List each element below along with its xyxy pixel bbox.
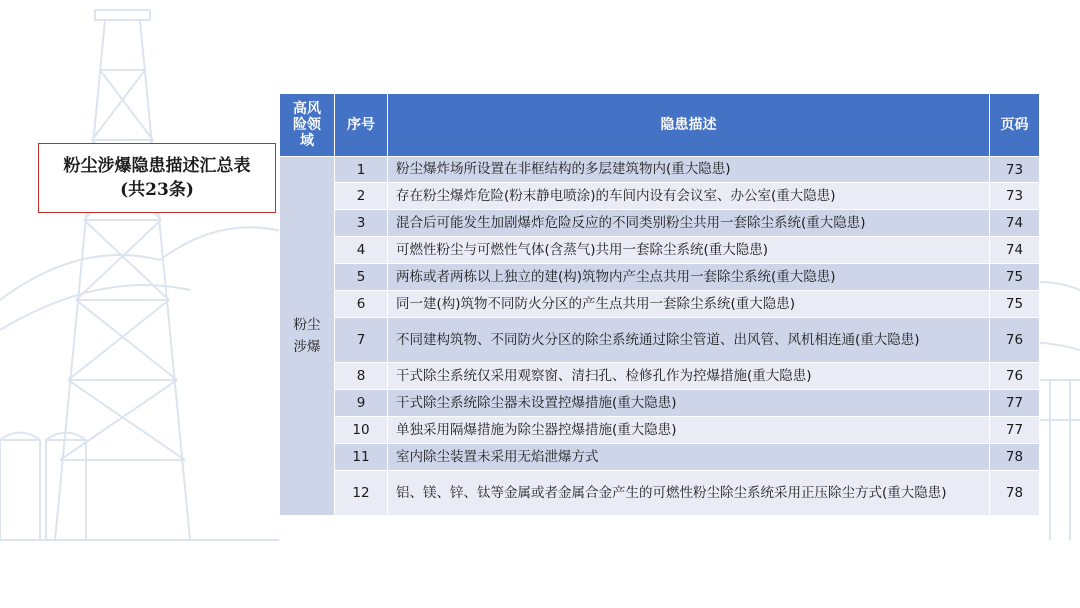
row-description: 不同建构筑物、不同防火分区的除尘系统通过除尘管道、出风管、风机相连通(重大隐患) xyxy=(388,318,990,363)
row-page: 77 xyxy=(990,417,1040,444)
row-page: 76 xyxy=(990,318,1040,363)
header-page: 页码 xyxy=(990,94,1040,157)
row-index: 4 xyxy=(335,237,388,264)
row-description: 混合后可能发生加剧爆炸危险反应的不同类别粉尘共用一套除尘系统(重大隐患) xyxy=(388,210,990,237)
header-index: 序号 xyxy=(335,94,388,157)
summary-count: (共23条) xyxy=(120,180,194,200)
row-index: 12 xyxy=(335,471,388,516)
hazard-table xyxy=(279,93,1040,516)
table-row xyxy=(280,157,1040,183)
row-index: 6 xyxy=(335,291,388,318)
row-description: 存在粉尘爆炸危险(粉末静电喷涂)的车间内设有会议室、办公室(重大隐患) xyxy=(388,183,990,210)
row-page: 73 xyxy=(990,183,1040,210)
table-row xyxy=(280,237,1040,264)
row-index: 1 xyxy=(335,157,388,183)
row-description: 干式除尘系统除尘器未设置控爆措施(重大隐患) xyxy=(388,390,990,417)
table-row xyxy=(280,183,1040,210)
row-index: 11 xyxy=(335,444,388,471)
table-row xyxy=(280,318,1040,363)
table-row xyxy=(280,417,1040,444)
row-page: 78 xyxy=(990,471,1040,516)
row-page: 76 xyxy=(990,363,1040,390)
row-page: 75 xyxy=(990,264,1040,291)
row-index: 2 xyxy=(335,183,388,210)
row-description: 单独采用隔爆措施为除尘器控爆措施(重大隐患) xyxy=(388,417,990,444)
table-row xyxy=(280,363,1040,390)
header-description: 隐患描述 xyxy=(388,94,990,157)
table-row xyxy=(280,390,1040,417)
row-description: 可燃性粉尘与可燃性气体(含蒸气)共用一套除尘系统(重大隐患) xyxy=(388,237,990,264)
domain-cell: 粉尘涉爆 xyxy=(280,157,335,516)
table-row xyxy=(280,291,1040,318)
row-description: 粉尘爆炸场所设置在非框结构的多层建筑物内(重大隐患) xyxy=(388,157,990,183)
row-description: 干式除尘系统仅采用观察窗、清扫孔、检修孔作为控爆措施(重大隐患) xyxy=(388,363,990,390)
table-row xyxy=(280,210,1040,237)
table-header-row xyxy=(280,94,1040,157)
row-description: 铝、镁、锌、钛等金属或者金属合金产生的可燃性粉尘除尘系统采用正压除尘方式(重大隐患) xyxy=(388,471,990,516)
row-index: 8 xyxy=(335,363,388,390)
row-page: 78 xyxy=(990,444,1040,471)
row-index: 7 xyxy=(335,318,388,363)
table-row xyxy=(280,264,1040,291)
row-index: 10 xyxy=(335,417,388,444)
row-page: 73 xyxy=(990,157,1040,183)
row-page: 74 xyxy=(990,237,1040,264)
summary-title: 粉尘涉爆隐患描述汇总表 xyxy=(63,156,251,176)
row-description: 同一建(构)筑物不同防火分区的产生点共用一套除尘系统(重大隐患) xyxy=(388,291,990,318)
row-page: 77 xyxy=(990,390,1040,417)
row-description: 两栋或者两栋以上独立的建(构)筑物内产尘点共用一套除尘系统(重大隐患) xyxy=(388,264,990,291)
row-index: 5 xyxy=(335,264,388,291)
row-index: 3 xyxy=(335,210,388,237)
summary-title-box xyxy=(38,143,276,213)
row-page: 75 xyxy=(990,291,1040,318)
table-row xyxy=(280,444,1040,471)
table-row xyxy=(280,471,1040,516)
row-page: 74 xyxy=(990,210,1040,237)
header-domain: 高风险领域 xyxy=(280,94,335,157)
row-index: 9 xyxy=(335,390,388,417)
row-description: 室内除尘装置未采用无焰泄爆方式 xyxy=(388,444,990,471)
